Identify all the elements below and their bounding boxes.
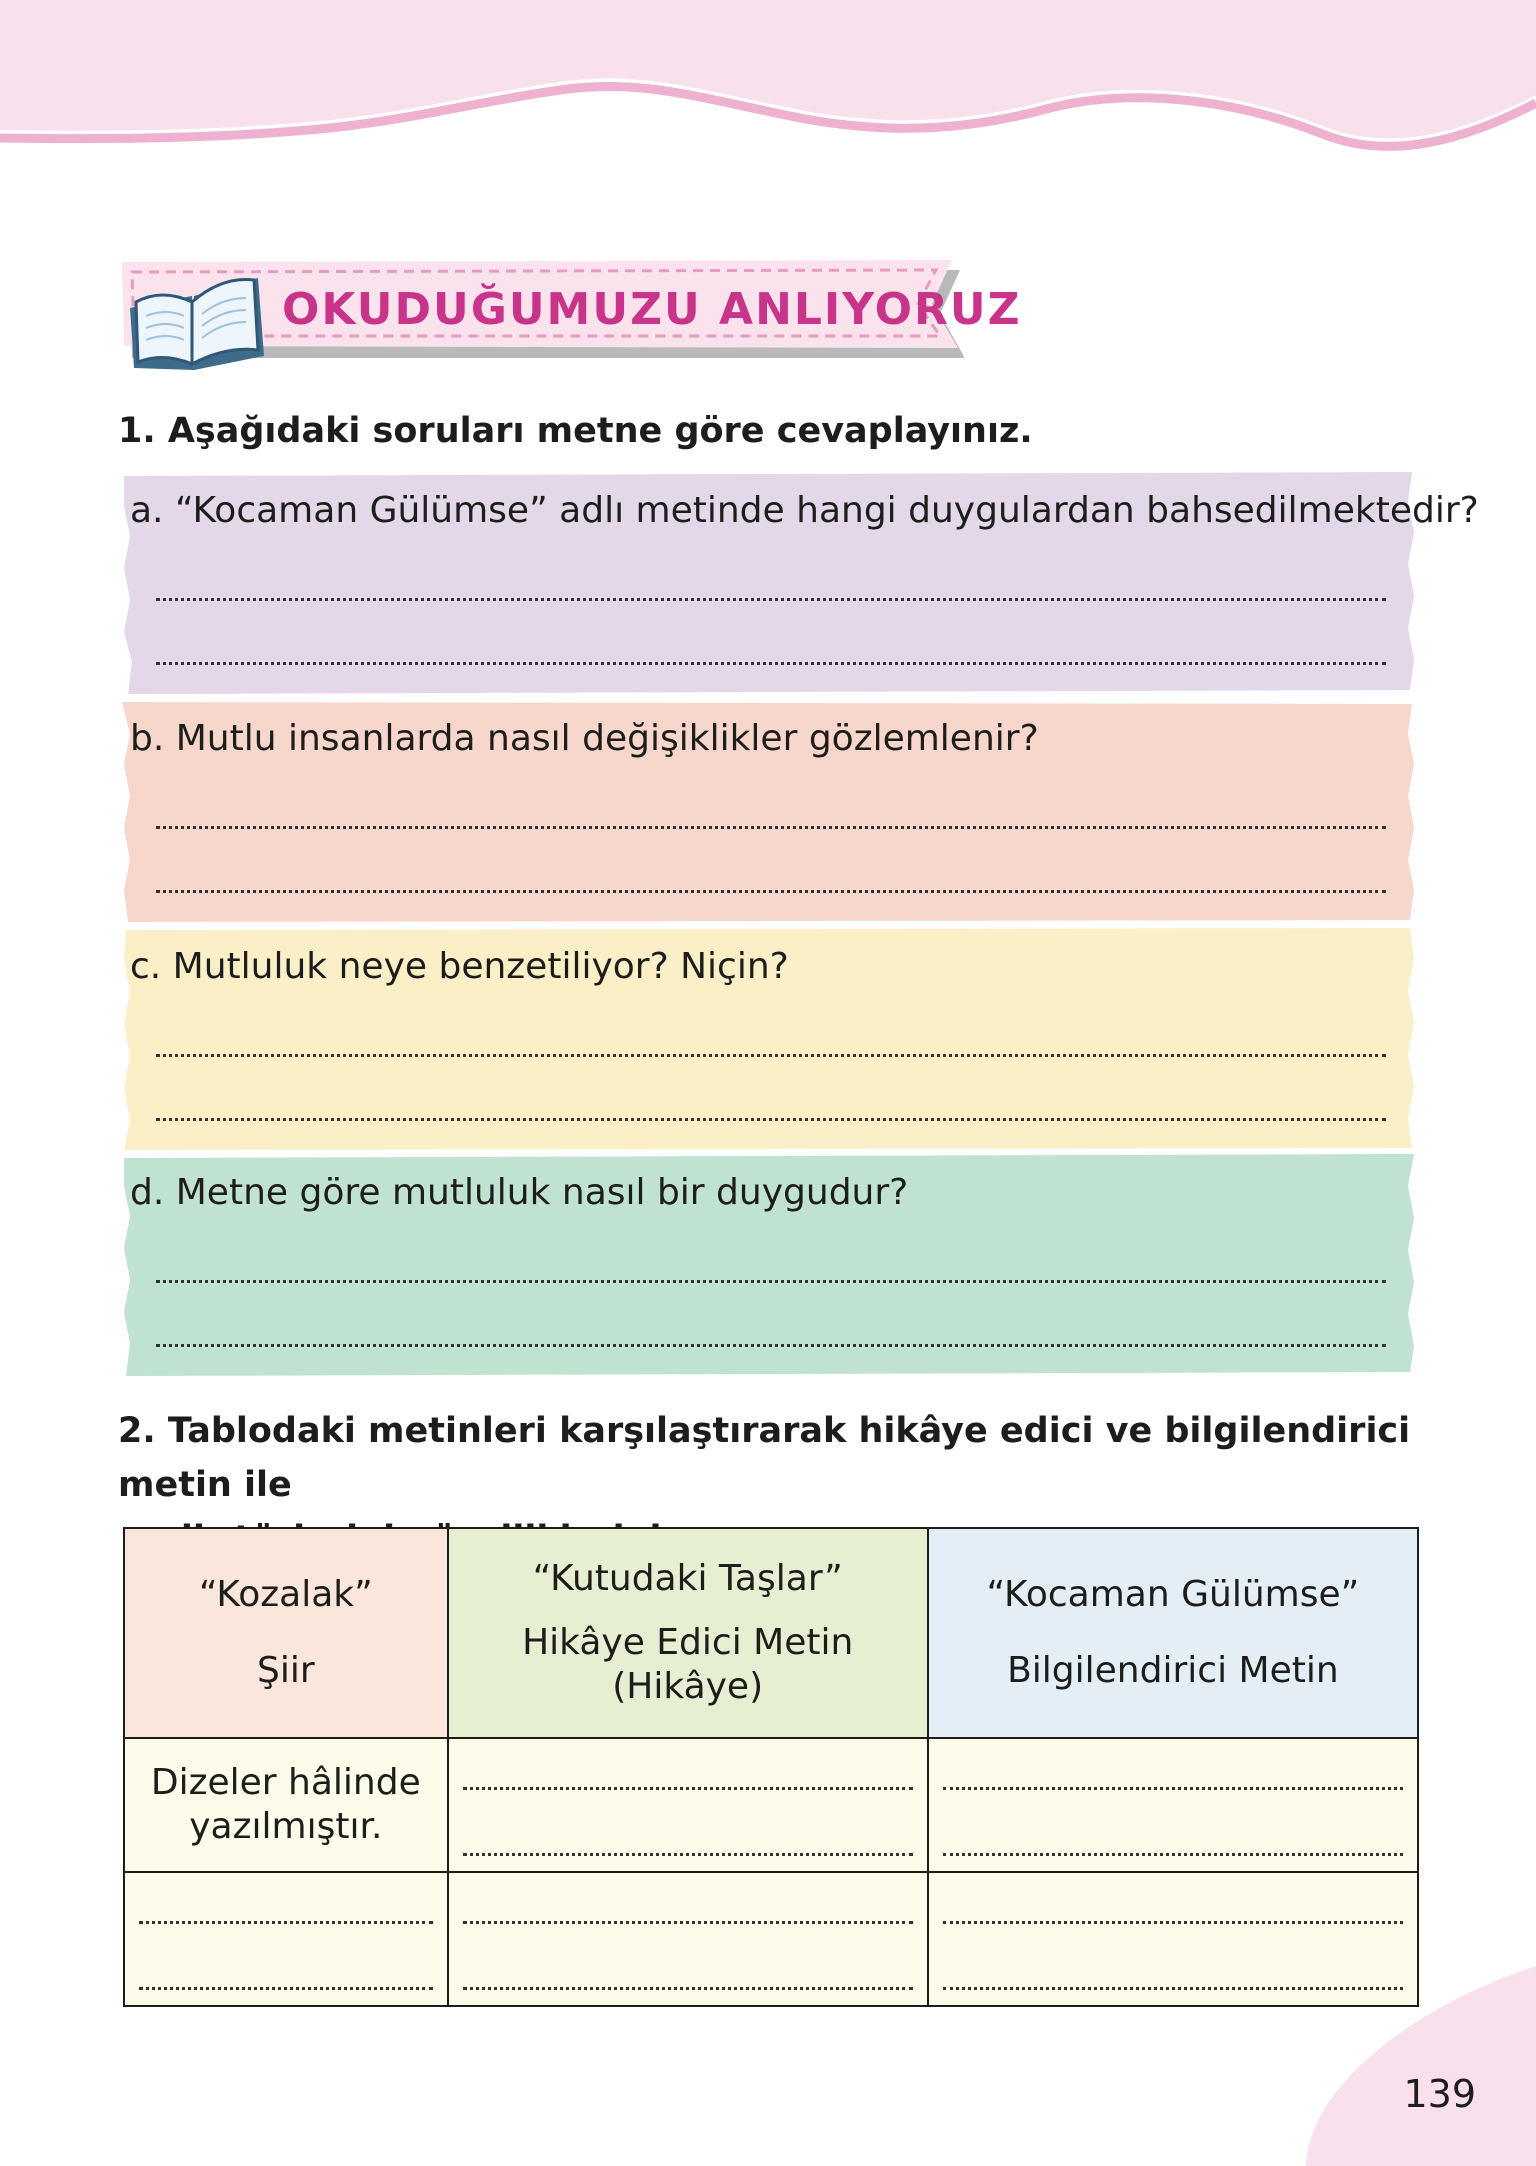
answer-line[interactable]: [139, 1987, 433, 1990]
answer-line[interactable]: [156, 1344, 1386, 1347]
question-2-line-1: 2. Tablodaki metinleri karşılaştırarak hikâye edici ve bilgilendirici metin ile: [118, 1411, 1411, 1505]
row1-kozalak-line-2: yazılmıştır.: [189, 1806, 383, 1847]
row1-kozalak-line-1: Dizeler hâlinde: [150, 1762, 421, 1803]
page-number: 139: [1403, 2072, 1476, 2116]
row1-kozalak-cell: [124, 1738, 448, 1872]
answer-line[interactable]: [943, 1787, 1403, 1790]
answer-card-d: [122, 1154, 1416, 1376]
answer-line[interactable]: [156, 662, 1386, 665]
header-kutudaki-taslar: [448, 1528, 928, 1738]
answer-line[interactable]: [463, 1853, 913, 1856]
answer-line[interactable]: [943, 1921, 1403, 1924]
answer-line[interactable]: [156, 1054, 1386, 1057]
top-wave-decoration: [0, 0, 1536, 160]
answer-card-b: [122, 700, 1416, 922]
answer-card-c: [122, 928, 1416, 1150]
answer-line[interactable]: [156, 1118, 1386, 1121]
corner-decoration: [1276, 1966, 1536, 2166]
question-1-heading: 1. Aşağıdaki soruları metne göre cevaplayınız.: [118, 411, 1033, 451]
row1-bilgilendirici-cell[interactable]: [928, 1738, 1418, 1872]
question-a-text: a. “Kocaman Gülümse” adlı metinde hangi duygulardan bahsedilmektedir?: [130, 490, 1479, 531]
section-banner: [122, 258, 1022, 358]
header-kozalak-title: “Kozalak”: [198, 1574, 373, 1615]
header-kutudaki-taslar-title: “Kutudaki Taşlar”: [532, 1558, 843, 1599]
answer-line[interactable]: [463, 1987, 913, 1990]
open-book-icon: [122, 258, 272, 378]
answer-line[interactable]: [156, 598, 1386, 601]
answer-line[interactable]: [156, 1280, 1386, 1283]
header-kozalak-type: Şiir: [256, 1650, 315, 1691]
answer-line[interactable]: [156, 826, 1386, 829]
section-title: OKUDUĞUMUZU ANLIYORUZ: [282, 284, 1022, 335]
question-b-text: b. Mutlu insanlarda nasıl değişiklikler gözlemlenir?: [130, 718, 1039, 759]
answer-line[interactable]: [463, 1921, 913, 1924]
header-kutudaki-taslar-type-1: Hikâye Edici Metin: [522, 1622, 854, 1663]
row2-hikaye-cell[interactable]: [448, 1872, 928, 2006]
header-kocaman-gulumse-type: Bilgilendirici Metin: [1007, 1650, 1339, 1691]
question-d-text: d. Metne göre mutluluk nasıl bir duygudur?: [130, 1172, 909, 1213]
header-kocaman-gulumse: [928, 1528, 1418, 1738]
answer-line[interactable]: [943, 1853, 1403, 1856]
header-kozalak: [124, 1528, 448, 1738]
answer-line[interactable]: [139, 1921, 433, 1924]
row2-kozalak-cell[interactable]: [124, 1872, 448, 2006]
answer-line[interactable]: [156, 890, 1386, 893]
answer-line[interactable]: [463, 1787, 913, 1790]
question-c-text: c. Mutluluk neye benzetiliyor? Niçin?: [130, 946, 789, 987]
answer-card-a: [122, 472, 1479, 694]
header-kocaman-gulumse-title: “Kocaman Gülümse”: [986, 1574, 1360, 1615]
header-kutudaki-taslar-type-2: (Hikâye): [612, 1666, 764, 1707]
row1-hikaye-cell[interactable]: [448, 1738, 928, 1872]
comparison-table: [123, 1527, 1419, 2007]
